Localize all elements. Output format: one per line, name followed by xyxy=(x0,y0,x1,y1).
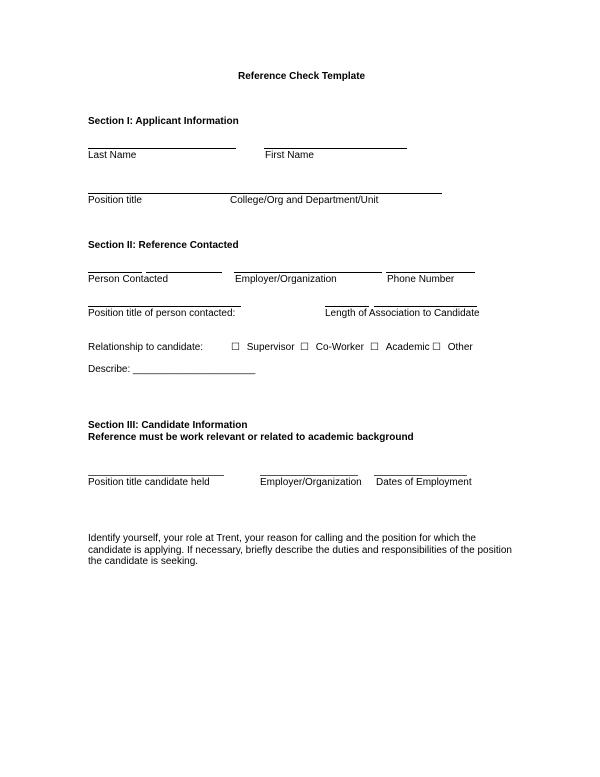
length-line-a xyxy=(325,306,369,307)
checkbox-icon[interactable]: ☐ xyxy=(370,342,379,353)
first-name-line xyxy=(264,148,407,149)
checkbox-icon[interactable]: ☐ xyxy=(231,342,240,353)
person-contacted-line-a xyxy=(88,272,142,273)
option-other[interactable] xyxy=(432,342,473,354)
option-coworker[interactable] xyxy=(300,342,364,354)
position-contacted-label: Position title of person contacted: xyxy=(88,308,236,319)
dates-employment-label: Dates of Employment xyxy=(376,477,472,488)
option-label: Supervisor xyxy=(246,342,295,353)
first-name-label: First Name xyxy=(265,150,314,161)
option-supervisor[interactable] xyxy=(231,342,295,354)
page-title: Reference Check Template xyxy=(238,71,366,82)
option-label: Other xyxy=(447,342,473,353)
relationship-label: Relationship to candidate: xyxy=(88,342,204,353)
position-title-label: Position title xyxy=(88,195,142,206)
phone-number-label: Phone Number xyxy=(387,274,455,285)
phone-line xyxy=(386,272,475,273)
checkbox-icon[interactable]: ☐ xyxy=(300,342,309,353)
college-org-label: College/Org and Department/Unit xyxy=(230,195,379,206)
person-contacted-label: Person Contacted xyxy=(88,274,169,285)
instructions-paragraph: Identify yourself, your role at Trent, your reason for calling and the position for which the candidate is applying. If necessary, briefly describe the duties and responsibilities of the position the candidate is seeking. xyxy=(88,533,512,567)
last-name-label: Last Name xyxy=(88,150,137,161)
length-line-b xyxy=(374,306,477,307)
position-title-line xyxy=(88,193,442,194)
describe-field[interactable]: Describe: ______________________ xyxy=(88,364,256,375)
employer-line-3 xyxy=(260,475,358,476)
section2-heading: Section II: Reference Contacted xyxy=(88,240,239,251)
employer-org-label: Employer/Organization xyxy=(235,274,337,285)
position-held-label: Position title candidate held xyxy=(88,477,210,488)
dates-line xyxy=(374,475,467,476)
option-academic[interactable] xyxy=(370,342,430,354)
checkbox-icon[interactable]: ☐ xyxy=(432,342,441,353)
employer-org-label-3: Employer/Organization xyxy=(260,477,362,488)
person-contacted-line-b xyxy=(146,272,222,273)
section1-heading: Section I: Applicant Information xyxy=(88,116,239,127)
last-name-line xyxy=(88,148,236,149)
option-label: Academic xyxy=(385,342,430,353)
position-held-line xyxy=(88,475,224,476)
position-contacted-line xyxy=(88,306,241,307)
section3-subheading: Reference must be work relevant or related to academic background xyxy=(88,432,414,443)
employer-line xyxy=(234,272,382,273)
option-label: Co-Worker xyxy=(315,342,364,353)
section3-heading: Section III: Candidate Information xyxy=(88,420,248,431)
length-association-label: Length of Association to Candidate xyxy=(325,308,480,319)
